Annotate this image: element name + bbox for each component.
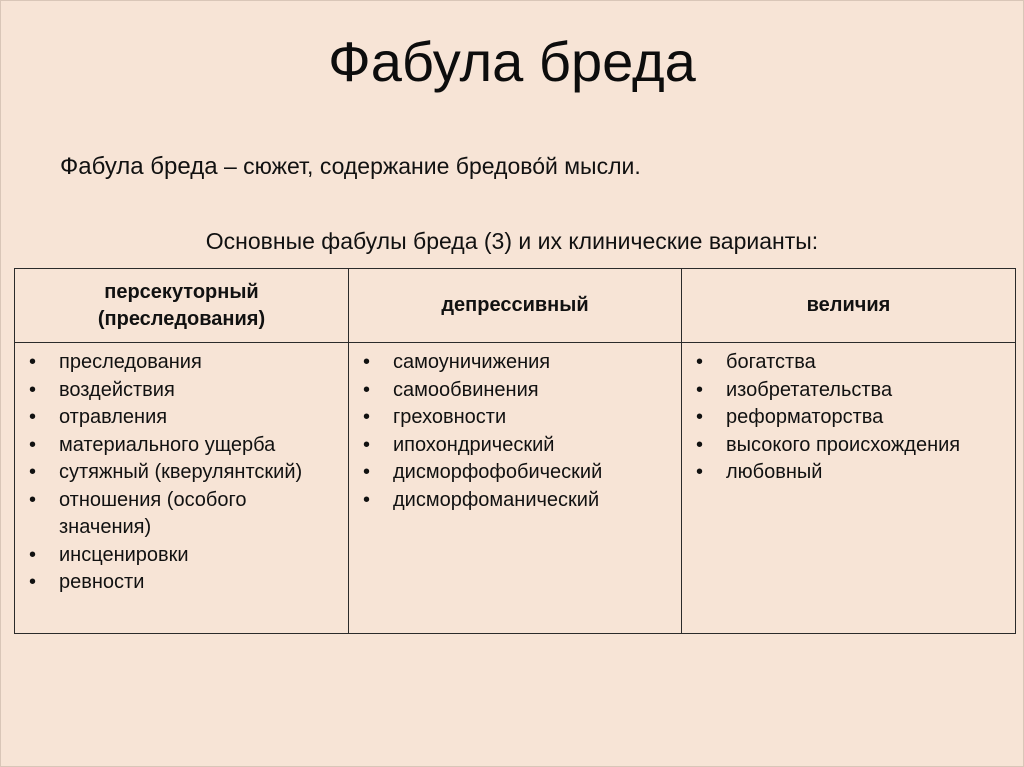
list-item: • дисморфоманический: [361, 487, 673, 515]
list-item: • богатства: [694, 349, 1007, 377]
column-depressive: [349, 343, 682, 634]
list-item: • самоуничижения: [361, 349, 673, 377]
list-item: • любовный: [694, 459, 1007, 487]
list-item: • ревности: [27, 569, 340, 597]
list-item: • отравления: [27, 404, 340, 432]
list-item: • инсценировки: [27, 542, 340, 570]
list-item: • самообвинения: [361, 377, 673, 405]
column-persecutory: [15, 343, 349, 634]
list-item: • изобретательства: [694, 377, 1007, 405]
list-item: • дисморфофобический: [361, 459, 673, 487]
header-grandeur: величия: [682, 269, 1016, 343]
list-item: • материального ущерба: [27, 432, 340, 460]
list-item: • реформаторства: [694, 404, 1007, 432]
definition-text: – сюжет, содержание бредово́й мысли.: [217, 153, 641, 179]
table-header-row: [15, 269, 1016, 343]
persecutory-list: [27, 349, 340, 597]
slide-title: Фабула бреда: [328, 30, 696, 93]
list-item: • преследования: [27, 349, 340, 377]
header-depressive: депрессивный: [349, 269, 682, 343]
column-grandeur: [682, 343, 1016, 634]
definition-term: Фабула бреда: [60, 153, 218, 180]
list-item: • воздействия: [27, 377, 340, 405]
list-item: • греховности: [361, 404, 673, 432]
list-item: • отношения (особого значения): [27, 487, 340, 542]
table-caption: Основные фабулы бреда (3) и их клинические варианты:: [205, 228, 819, 254]
list-item: • ипохондрический: [361, 432, 673, 460]
table-body-row: [15, 343, 1016, 634]
definition-line: [60, 150, 641, 183]
grandeur-list: [694, 349, 1007, 487]
header-persecutory: персекуторный (преследования): [15, 269, 349, 343]
list-item: • высокого происхождения: [694, 432, 1007, 460]
list-item: • сутяжный (кверулянтский): [27, 459, 340, 487]
depressive-list: [361, 349, 673, 514]
fabula-table: [14, 268, 1016, 634]
